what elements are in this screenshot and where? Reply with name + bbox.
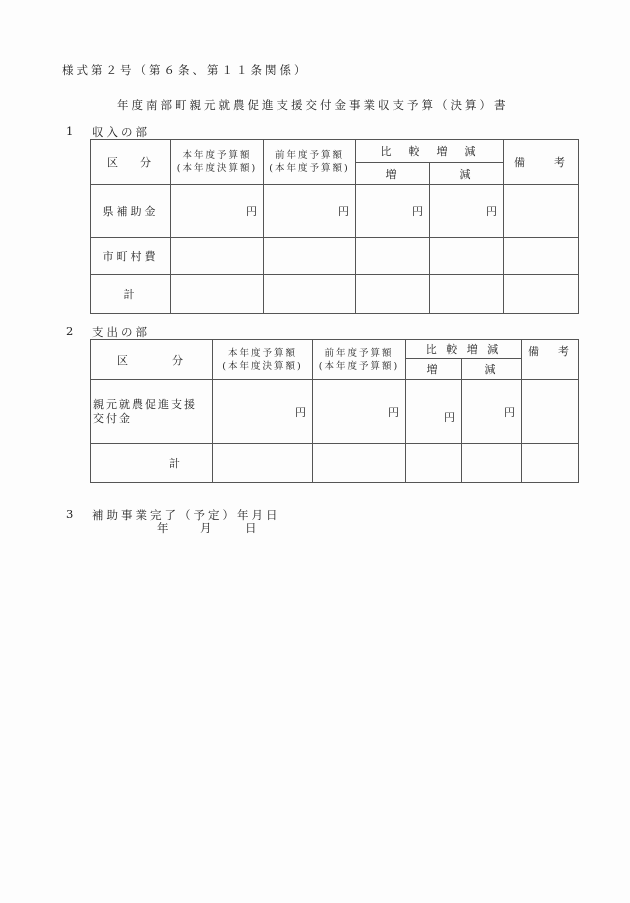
section2-number: 2 [66,324,77,338]
cell-increase[interactable] [356,275,430,314]
row-label-line1: 親元就農促進支援 [93,397,197,411]
header-current-line1: 本年度予算額 [182,150,252,161]
cell-remarks[interactable] [522,444,579,483]
cell-remarks[interactable] [522,380,579,444]
header-previous-line1: 前年度予算額 [274,150,344,161]
header-current-year [171,140,264,185]
cell-previous[interactable] [264,275,356,314]
header-remarks-char1: 備 [528,345,542,358]
income-table [90,139,579,314]
header-previous-year [264,140,356,185]
cell-previous[interactable]: 円 [264,185,356,238]
header-category [91,340,213,380]
row-label [91,380,213,444]
table-row [91,185,579,238]
row-label-total: 計 [91,444,213,483]
cell-decrease[interactable] [430,238,504,275]
expenditure-table [90,339,579,483]
header-remarks-char1: 備 [514,156,528,169]
cell-decrease[interactable] [430,275,504,314]
header-previous-line2: (本年度予算額) [269,163,350,174]
cell-increase[interactable] [356,238,430,275]
header-previous-line2: (本年度予算額) [318,360,400,372]
section3-heading: 補助事業完了（予定）年月日 [92,508,281,522]
table-row [91,444,579,483]
header-increase: 増 [356,163,430,185]
cell-remarks[interactable] [504,185,579,238]
header-previous-year [313,340,406,380]
header-decrease: 減 [430,163,504,185]
cell-current[interactable] [171,238,264,275]
section3-number: 3 [66,507,77,521]
cell-current[interactable]: 円 [213,380,313,444]
cell-increase[interactable]: 円 [406,380,462,444]
header-current-line1: 本年度予算額 [227,347,297,359]
header-remarks-char2: 考 [554,156,568,169]
header-current-line2: (本年度決算額) [176,163,258,174]
row-label: 県補助金 [91,185,171,238]
cell-remarks[interactable] [504,275,579,314]
table-row [91,275,579,314]
header-current-line2: (本年度決算額) [222,360,303,372]
cell-decrease[interactable]: 円 [462,380,522,444]
section1-heading: 収入の部 [92,125,150,139]
header-remarks [504,140,579,185]
cell-current[interactable]: 円 [171,185,264,238]
header-remarks [522,340,579,380]
cell-increase[interactable]: 円 [356,185,430,238]
header-category-char1: 区 [107,156,121,169]
header-category-char2: 分 [172,353,186,367]
header-category-char1: 区 [117,353,131,367]
document-title: 年度南部町親元就農促進支援交付金事業収支予算（決算）書 [117,98,509,112]
cell-current[interactable] [213,444,313,483]
cell-previous[interactable] [313,444,406,483]
header-comparison: 比 較 増 減 [406,340,522,359]
header-remarks-char2: 考 [558,345,572,358]
table-row [91,380,579,444]
cell-increase[interactable] [406,444,462,483]
row-label: 市町村費 [91,238,171,275]
date-day-label: 日 [245,521,260,535]
header-comparison: 比 較 増 減 [356,140,504,163]
header-decrease: 減 [462,359,522,380]
header-increase: 増 [406,359,462,380]
date-year-label: 年 [157,521,172,535]
cell-remarks[interactable] [504,238,579,275]
header-previous-line1: 前年度予算額 [324,347,394,359]
date-month-label: 月 [200,521,215,535]
cell-decrease[interactable]: 円 [430,185,504,238]
table-row [91,238,579,275]
cell-previous[interactable] [264,238,356,275]
header-category [91,140,171,185]
header-category-char2: 分 [140,156,154,169]
cell-decrease[interactable] [462,444,522,483]
section2-heading: 支出の部 [92,325,150,339]
header-current-year [213,340,313,380]
row-label-total: 計 [91,275,171,314]
cell-previous[interactable]: 円 [313,380,406,444]
row-label-line2: 交付金 [93,411,132,425]
cell-current[interactable] [171,275,264,314]
section1-number: 1 [66,124,77,138]
form-number: 様式第２号（第６条、第１１条関係） [62,63,309,77]
